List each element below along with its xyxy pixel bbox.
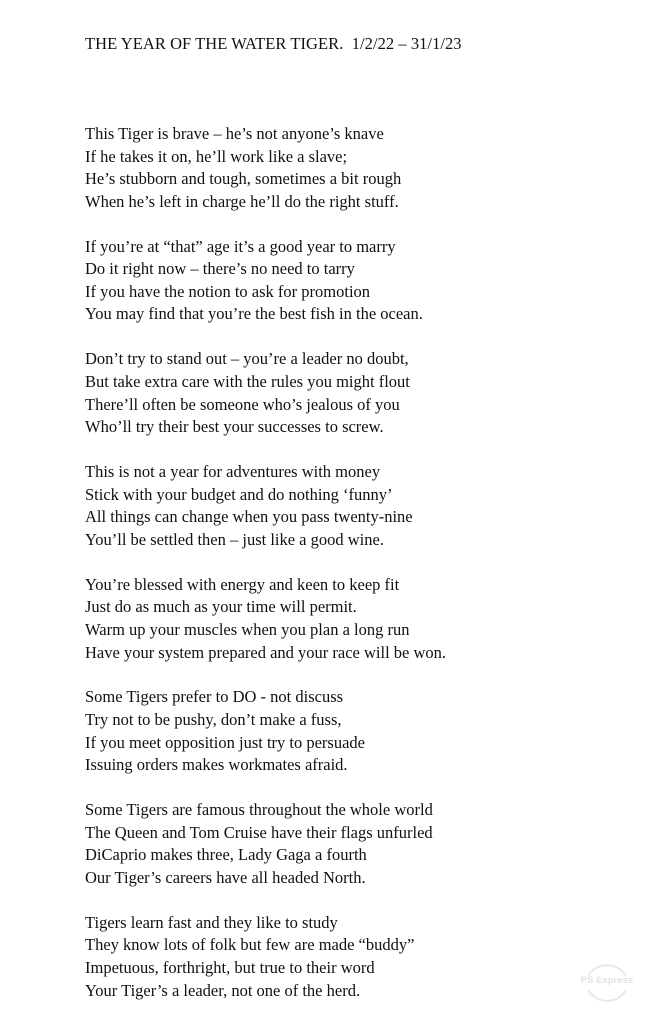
poem-line: Just do as much as your time will permit. xyxy=(85,597,357,617)
poem-line: DiCaprio makes three, Lady Gaga a fourth xyxy=(85,845,367,865)
ps-express-watermark xyxy=(578,958,636,1008)
poem-line: This is not a year for adventures with money xyxy=(85,462,381,482)
poem-line: Warm up your muscles when you plan a long run xyxy=(85,619,410,639)
poem-line: This Tiger is brave – he’s not anyone’s knave xyxy=(85,124,384,143)
poem-title: THE YEAR OF THE WATER TIGER. 1/2/22 – 31/1/23 xyxy=(85,34,462,53)
poem-line: Your Tiger’s a leader, not one of the herd. xyxy=(85,980,361,1000)
poem-line: Impetuous, forthright, but true to their word xyxy=(85,958,375,977)
poem-line: Try not to be pushy, don’t make a fuss, xyxy=(85,710,342,730)
poem-line: You’ll be settled then – just like a good wine. xyxy=(85,529,384,549)
stanza-6 xyxy=(85,686,645,776)
poem-line: But take extra care with the rules you might flout xyxy=(85,371,410,391)
poem-line: You may find that you’re the best fish in the ocean. xyxy=(85,304,423,324)
poem-line: Who’ll try their best your successes to screw. xyxy=(85,417,384,437)
watermark-text: PS Express xyxy=(580,975,634,986)
poem-line: Some Tigers prefer to DO - not discuss xyxy=(85,687,344,707)
poem-line: All things can change when you pass twenty-nine xyxy=(85,507,413,527)
poem-line: Tigers learn fast and they like to study xyxy=(85,912,338,932)
poem-line: You’re blessed with energy and keen to keep fit xyxy=(85,574,400,594)
poem-line: They know lots of folk but few are made “buddy” xyxy=(85,935,415,955)
poem-line: Our Tiger’s careers have all headed North. xyxy=(85,867,366,887)
poem-line: If you have the notion to ask for promotion xyxy=(85,281,371,301)
poem-line: If he takes it on, he’ll work like a slave; xyxy=(85,146,348,166)
stanza-7 xyxy=(85,799,645,889)
poem-line: Do it right now – there’s no need to tarry xyxy=(85,259,355,279)
poem-line: There’ll often be someone who’s jealous of you xyxy=(85,394,400,414)
poem-line: Issuing orders makes workmates afraid. xyxy=(85,755,348,775)
poem-line: He’s stubborn and tough, sometimes a bit rough xyxy=(85,169,402,189)
stanza-1 xyxy=(85,123,645,213)
poem-line: Stick with your budget and do nothing ‘funny’ xyxy=(85,484,393,504)
poem-line: If you meet opposition just try to persuade xyxy=(85,732,365,752)
poem-body xyxy=(85,123,645,1025)
poem-line: Don’t try to stand out – you’re a leader no doubt, xyxy=(85,349,409,369)
poem-line: Some Tigers are famous throughout the whole world xyxy=(85,800,433,820)
stanza-5 xyxy=(85,574,645,664)
poem-line: When he’s left in charge he’ll do the right stuff. xyxy=(85,191,399,211)
stanza-3 xyxy=(85,348,645,438)
stanza-8 xyxy=(85,912,645,1002)
poem-line: If you’re at “that” age it’s a good year to marry xyxy=(85,236,396,256)
poem-line: The Queen and Tom Cruise have their flags unfurled xyxy=(85,822,433,842)
stanza-2 xyxy=(85,236,645,326)
stanza-4 xyxy=(85,461,645,551)
poem-line: Have your system prepared and your race will be won. xyxy=(85,642,447,662)
